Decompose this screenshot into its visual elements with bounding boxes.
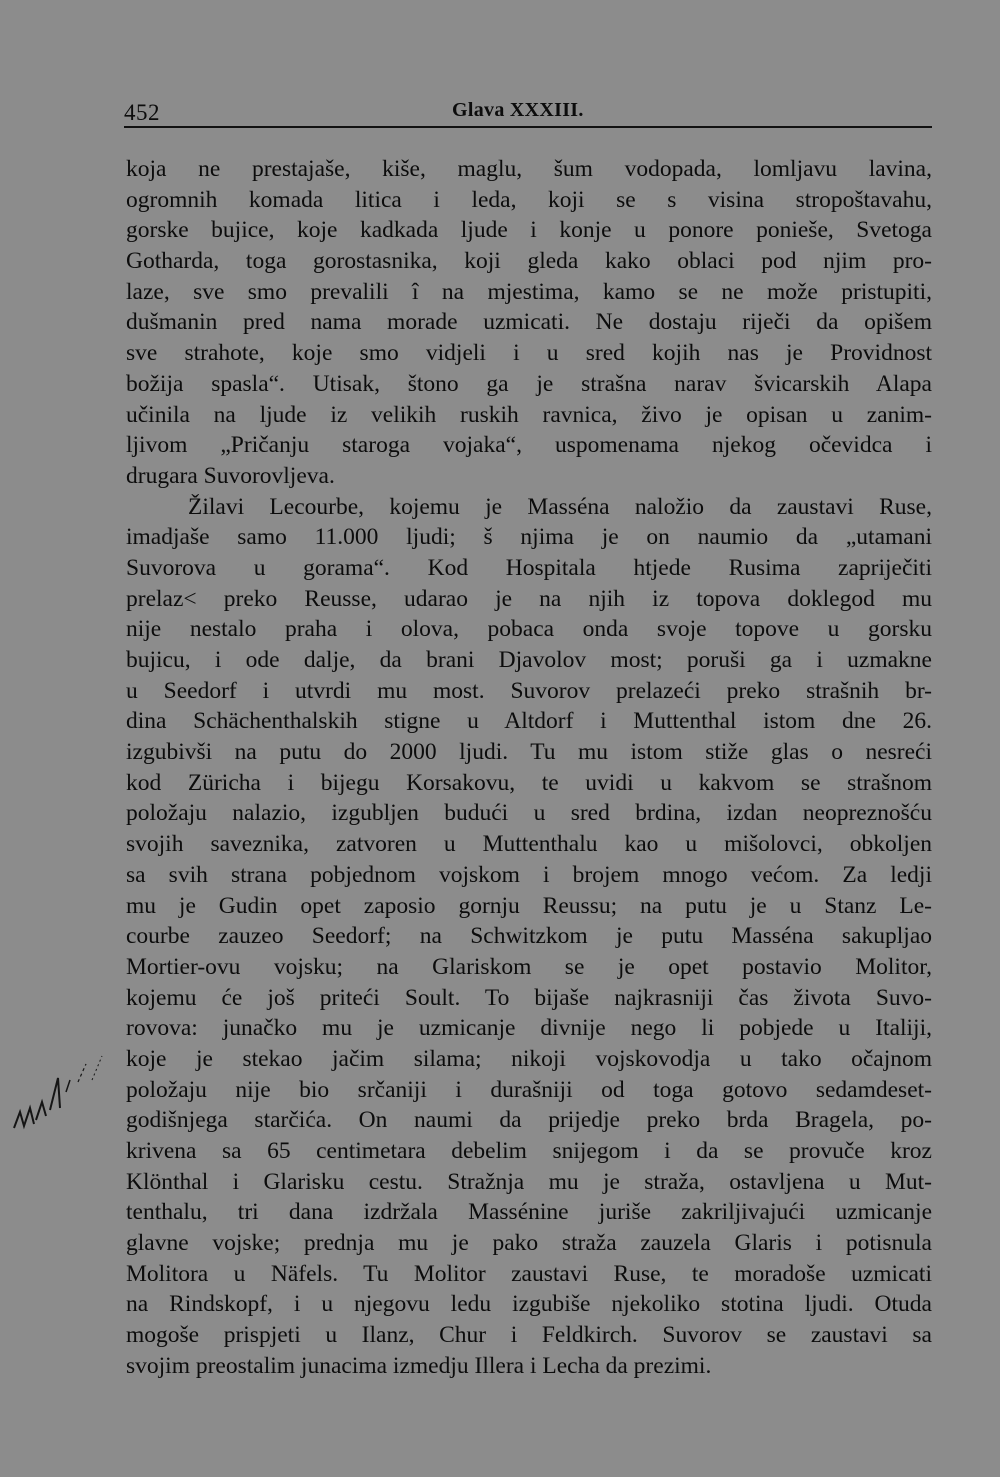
text-line: prelaz< preko Reusse, udarao je na njih iz topova doklegod mu bbox=[126, 585, 932, 612]
text-line: u Seedorf i utvrdi mu most. Suvorov prelazeći preko strašnih br- bbox=[126, 677, 932, 704]
text-line: glavne vojske; prednja mu je pako straža zauzela Glaris i potisnula bbox=[126, 1230, 932, 1257]
text-line: božija spasla“. Utisak, štono ga je strašna narav švicarskih Alapa bbox=[126, 370, 932, 397]
text-line: koje je stekao jačim silama; nikoji vojskovodja u tako očajnom bbox=[126, 1045, 932, 1072]
text-line: Žilavi Lecourbe, kojemu je Masséna naložio da zaustavi Ruse, bbox=[188, 493, 932, 520]
text-line: sa svih strana pobjednom vojskom i brojem mnogo većom. Za ledji bbox=[126, 861, 932, 888]
text-line: courbe zauzeo Seedorf; na Schwitzkom je putu Masséna sakupljao bbox=[126, 923, 932, 950]
text-line: Mortier-ovu vojsku; na Glariskom se je opet postavio Molitor, bbox=[126, 953, 932, 980]
text-line: ljivom „Pričanju staroga vojaka“, uspomenama njekog očevidca i bbox=[126, 432, 932, 459]
header-rule bbox=[124, 126, 932, 128]
text-line: Molitora u Näfels. Tu Molitor zaustavi Ruse, te moradoše uzmicati bbox=[126, 1260, 932, 1287]
text-line: na Rindskopf, i u njegovu ledu izgubiše njekoliko stotina ljudi. Otuda bbox=[126, 1291, 932, 1318]
text-line: Suvorova u gorama“. Kod Hospitala htjede Rusima zapriječiti bbox=[126, 554, 932, 581]
text-line: krivena sa 65 centimetara debelim snijegom i da se provuče kroz bbox=[126, 1138, 932, 1164]
text-line: dina Schächenthalskih stigne u Altdorf i Muttenthal istom dne 26. bbox=[126, 708, 932, 735]
text-line: dušmanin pred nama morade uzmicati. Ne dostaju riječi da opišem bbox=[126, 309, 932, 336]
text-line: Gotharda, toga gorostasnika, koji gleda kako oblaci pod njim pro- bbox=[126, 248, 932, 275]
text-line: Klönthal i Glarisku cestu. Stražnja mu je straža, ostavljena u Mut- bbox=[126, 1168, 932, 1195]
text-line: imadjaše samo 11.000 ljudi; š njima je on naumio da „utamani bbox=[126, 524, 932, 551]
text-line: godišnjega starčića. On naumi da prijedje preko brda Bragela, po- bbox=[126, 1107, 932, 1134]
text-line: rovova: junačko mu je uzmicanje divnije nego li pobjede u Italiji, bbox=[126, 1015, 932, 1042]
text-line: izgubivši na putu do 2000 ljudi. Tu mu istom stiže glas o nesreći bbox=[126, 739, 932, 766]
text-line: tenthalu, tri dana izdržala Massénine juriše zakriljivajući uzmicanje bbox=[126, 1199, 932, 1226]
text-line: kojemu će još pritеći Soult. To bijaše najkrasniji čas života Suvo- bbox=[126, 984, 932, 1011]
text-line: svojim preostalim junacima izmedju Illera i Lecha da prezimi. bbox=[126, 1352, 712, 1379]
body-text bbox=[126, 154, 932, 1382]
text-line: položaju nalazio, izgubljen budući u sred brdina, izdan neopreznošću bbox=[126, 800, 932, 827]
text-line: sve strahote, koje smo vidjeli i u sred kojih nas je Providnost bbox=[126, 340, 932, 367]
text-line: laze, sve smo prevalili î na mjestima, kamo se ne može pristupiti, bbox=[126, 278, 932, 305]
text-line: položaju nije bio srčaniji i durašniji od toga gotovo sedamdeset- bbox=[126, 1076, 932, 1103]
page-number: 452 bbox=[124, 100, 160, 125]
text-line: drugara Suvorovljeva. bbox=[126, 462, 335, 489]
handwritten-scribble-icon bbox=[6, 1050, 116, 1140]
text-line: mogoše prispjeti u Ilanz, Chur i Feldkirch. Suvorov se zaustavi sa bbox=[126, 1322, 932, 1349]
text-line: nije nestalo praha i olova, pobaca onda svoje topove u gorsku bbox=[126, 616, 932, 643]
text-line: kod Züricha i bijegu Korsakovu, te uvidi u kakvom se strašnom bbox=[126, 769, 932, 796]
text-line: svojih saveznika, zatvoren u Muttenthalu kao u mišolovci, obkoljen bbox=[126, 831, 932, 858]
text-line: bujicu, i ode dalje, da brani Djavolov most; poruši ga i uzmakne bbox=[126, 647, 932, 673]
text-line: učinila na ljude iz velikih ruskih ravnica, živo je opisan u zanim- bbox=[126, 401, 932, 428]
text-line: koja ne prestajaše, kiše, maglu, šum vodopada, lomljavu lavina, bbox=[126, 156, 932, 182]
text-line: ogromnih komada litica i leda, koji se s visina stropoštavahu, bbox=[126, 186, 932, 213]
text-line: gorske bujice, koje kadkada ljude i konje u ponore ponieše, Svetoga bbox=[126, 217, 932, 244]
running-head: Glava XXXIII. bbox=[452, 99, 584, 121]
text-line: mu je Gudin opet zaposio gornju Reussu; na putu je u Stanz Le- bbox=[126, 892, 932, 919]
